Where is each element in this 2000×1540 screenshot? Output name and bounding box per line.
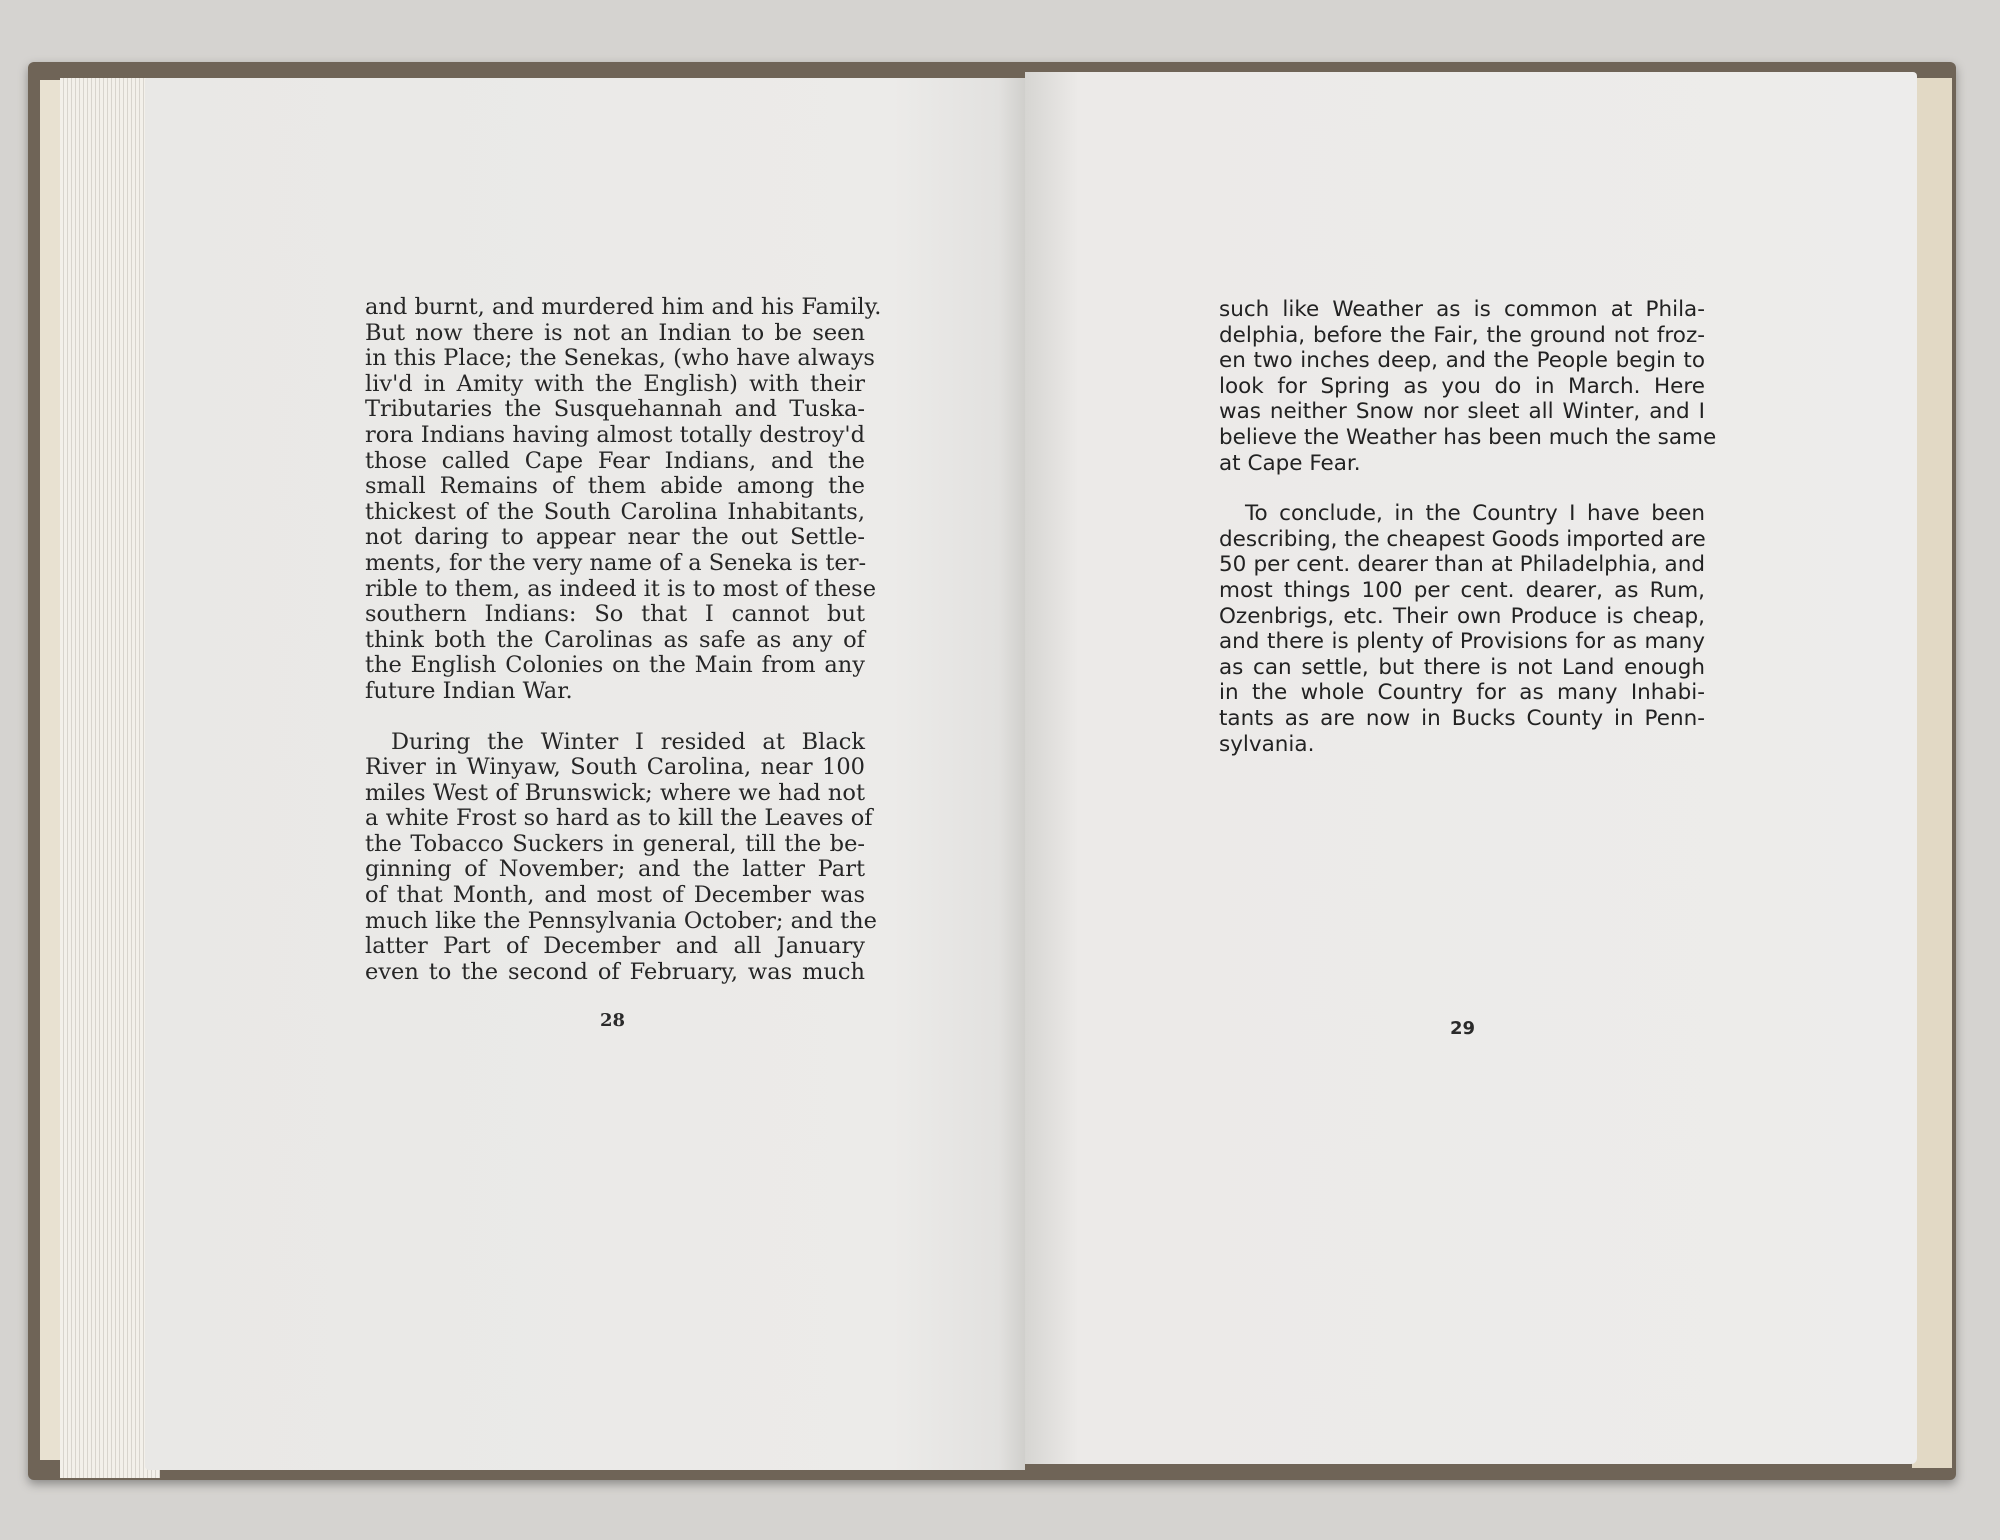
text-line: look for Spring as you do in March. Here xyxy=(1219,373,1705,399)
text-line: But now there is not an Indian to be seen xyxy=(365,319,865,346)
text-line: rora Indians having almost totally destroy'd xyxy=(365,421,865,448)
text-line: future Indian War. xyxy=(365,677,573,704)
right-paragraph-1 xyxy=(1219,297,1717,476)
text-line: ments, for the very name of a Seneka is ter- xyxy=(365,549,867,576)
page-number-left: 28 xyxy=(600,1010,626,1031)
text-line: a white Frost so hard as to kill the Leaves of xyxy=(365,805,873,832)
left-paragraph-1 xyxy=(365,294,882,705)
text-line: was neither Snow nor sleet all Winter, and I xyxy=(1219,399,1705,425)
text-line: in this Place; the Senekas, (who have always xyxy=(365,345,875,372)
text-line: liv'd in Amity with the English) with their xyxy=(365,370,865,397)
text-line: as can settle, but there is not Land enough xyxy=(1219,654,1705,680)
text-line: the Tobacco Suckers in general, till the be- xyxy=(365,830,865,857)
text-line: Ozenbrigs, etc. Their own Produce is cheap, xyxy=(1219,603,1705,629)
text-line: latter Part of December and all January xyxy=(365,933,865,960)
text-line: delphia, before the Fair, the ground not froz- xyxy=(1219,322,1705,348)
left-paragraph-2 xyxy=(365,728,877,986)
text-line: and there is plenty of Provisions for as many xyxy=(1219,629,1705,655)
text-line: and burnt, and murdered him and his Family. xyxy=(365,294,882,320)
text-line: tants as are now in Bucks County in Penn- xyxy=(1219,705,1705,731)
text-line: most things 100 per cent. dearer, as Rum, xyxy=(1219,577,1705,603)
text-line: those called Cape Fear Indians, and the xyxy=(365,447,865,474)
left-page-text xyxy=(365,294,882,985)
text-line: Tributaries the Susquehannah and Tuska- xyxy=(365,396,865,423)
text-line: To conclude, in the Country I have been xyxy=(1245,501,1705,527)
right-page-edge xyxy=(1912,78,1952,1468)
text-line: thickest of the South Carolina Inhabitants, xyxy=(365,498,865,525)
text-line: small Remains of them abide among the xyxy=(365,473,865,500)
text-line: of that Month, and most of December was xyxy=(365,882,865,909)
right-paragraph-2 xyxy=(1219,501,1705,757)
text-line: miles West of Brunswick; where we had not xyxy=(365,779,865,806)
right-page xyxy=(1025,72,1917,1464)
text-line: southern Indians: So that I cannot but xyxy=(365,601,865,628)
text-line: much like the Pennsylvania October; and the xyxy=(365,907,877,934)
text-line: think both the Carolinas as safe as any of xyxy=(365,626,865,653)
text-line: at Cape Fear. xyxy=(1219,450,1361,476)
text-line: rible to them, as indeed it is to most of these xyxy=(365,575,877,602)
text-line: 50 per cent. dearer than at Philadelphia, and xyxy=(1219,552,1705,578)
text-line: such like Weather as is common at Phila- xyxy=(1219,297,1705,322)
text-line: ginning of November; and the latter Part xyxy=(365,856,865,883)
text-line: even to the second of February, was much xyxy=(365,958,865,985)
text-line: During the Winter I resided at Black xyxy=(391,728,865,755)
right-page-text xyxy=(1219,297,1717,757)
text-line: en two inches deep, and the People begin to xyxy=(1219,348,1705,374)
text-line: the English Colonies on the Main from any xyxy=(365,652,865,679)
text-line: in the whole Country for as many Inhabi- xyxy=(1219,680,1705,706)
text-line: not daring to appear near the out Settle- xyxy=(365,524,865,551)
text-line: believe the Weather has been much the same xyxy=(1219,424,1717,450)
page-number-right: 29 xyxy=(1450,1018,1476,1039)
text-line: River in Winyaw, South Carolina, near 100 xyxy=(365,754,865,781)
text-line: sylvania. xyxy=(1219,731,1315,757)
text-line: describing, the cheapest Goods imported are xyxy=(1219,526,1706,552)
